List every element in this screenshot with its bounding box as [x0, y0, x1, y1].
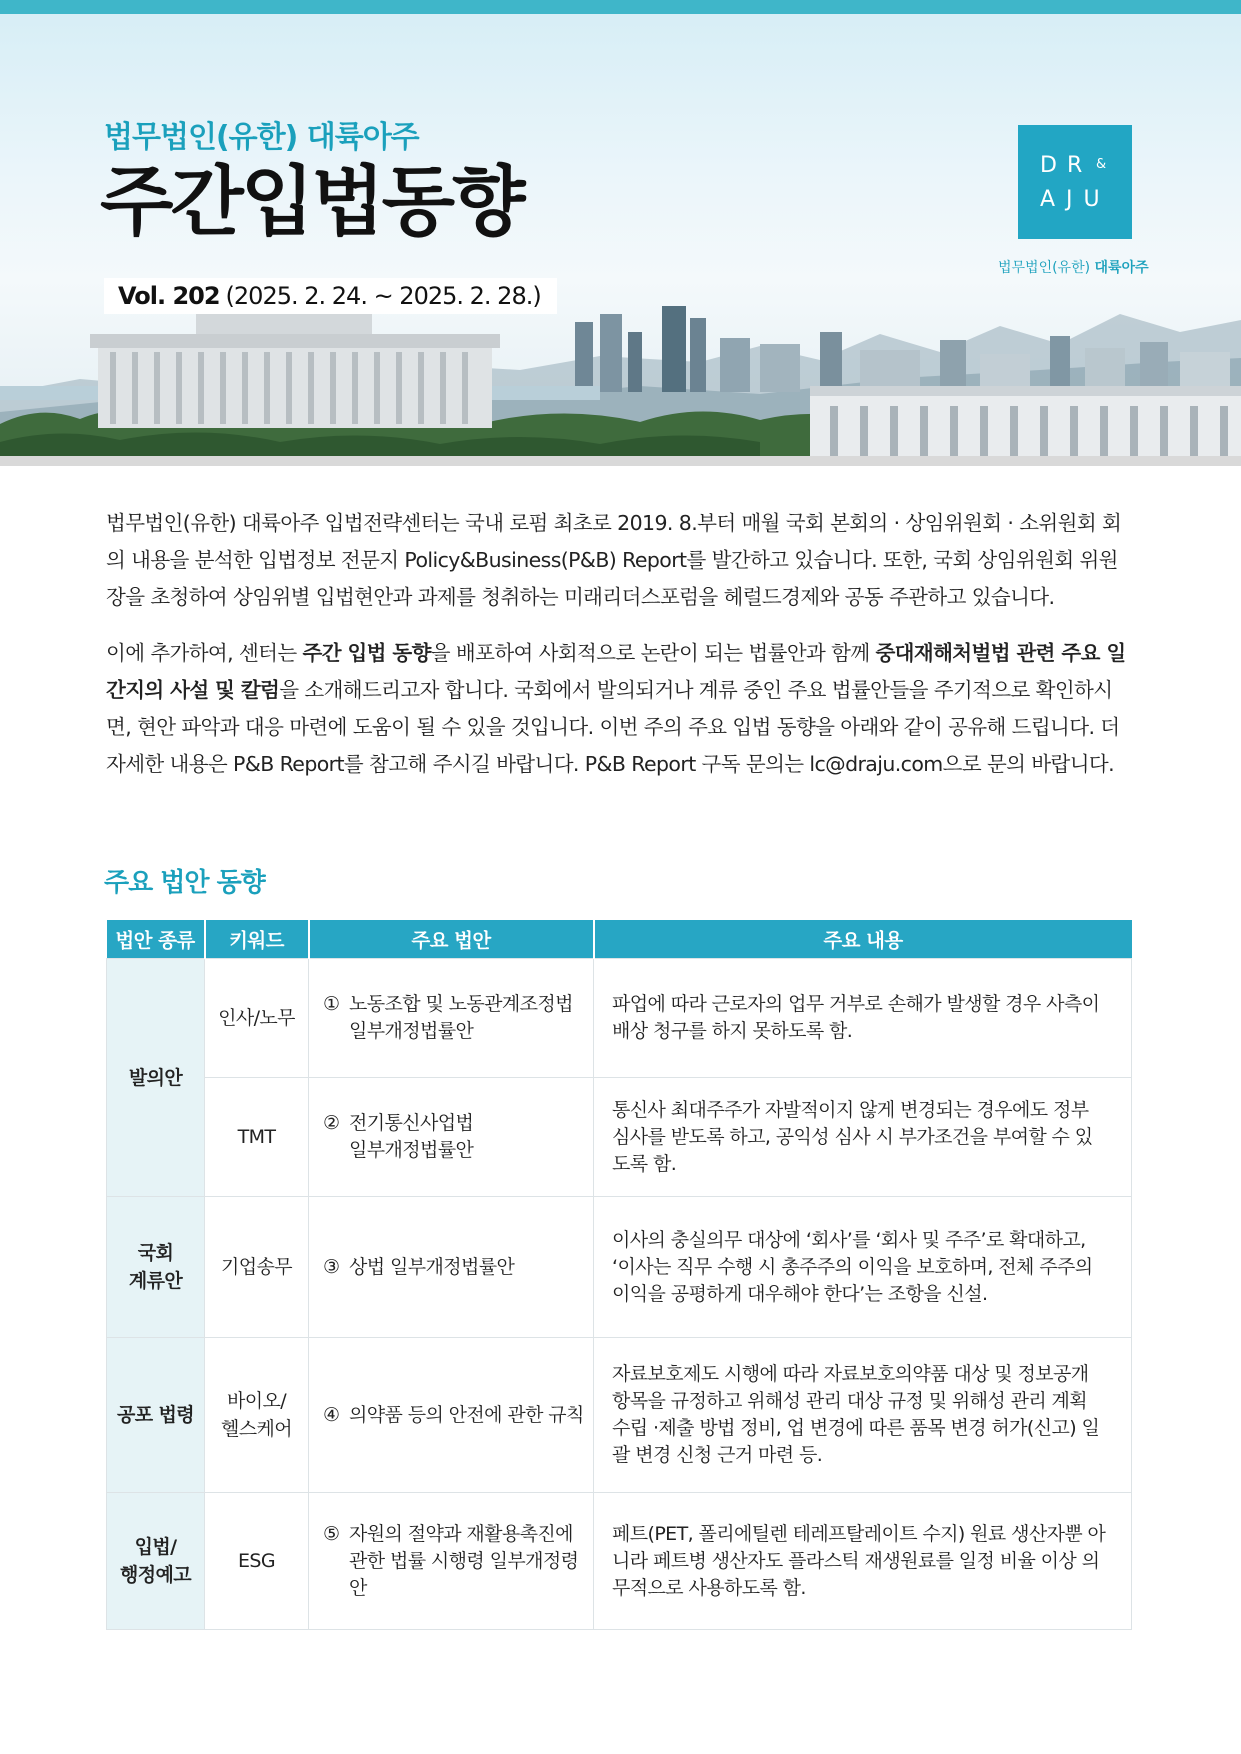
logo-caption-name: 대륙아주: [1094, 260, 1149, 276]
intro-p2-text-c: 을 배포하여 사회적으로 논란이 되는 법률안과 함께: [430, 641, 876, 665]
bill-name-line1: 의약품 등의 안전에 관한 규칙: [349, 1403, 584, 1426]
intro-p2-text-a: 이에 추가하여, 센터는: [106, 641, 303, 665]
bill-name-cell: [309, 1493, 594, 1630]
logo-ampersand: &: [1096, 157, 1107, 172]
logo-line2: AJU: [1040, 187, 1111, 212]
keyword-line2: 헬스케어: [220, 1418, 293, 1440]
intro-p2-highlight-weekly: 주간 입법 동향: [302, 641, 431, 665]
table-row: [107, 1338, 1132, 1493]
banner-divider: [0, 456, 1241, 466]
logo-line1: DR: [1040, 153, 1093, 178]
keyword-cell: TMT: [205, 1078, 309, 1197]
bill-type-line2: 행정예고: [119, 1564, 192, 1586]
bill-name-line1: 전기통신사업법: [349, 1112, 474, 1134]
firm-name: 법무법인(유한) 대륙아주: [104, 120, 419, 155]
keyword-cell: ESG: [205, 1493, 309, 1630]
logo-caption: [998, 257, 1149, 277]
table-row: [107, 959, 1132, 1078]
bill-name-line1: 상법 일부개정법률안: [349, 1255, 515, 1278]
intro-paragraph-2: [106, 635, 1134, 783]
bill-description-cell: 파업에 따라 근로자의 업무 거부로 손해가 발생할 경우 사측이 배상 청구를 하지 못하도록 함.: [594, 959, 1132, 1078]
bill-name-line2: 관한 법률 시행령 일부개정령안: [349, 1549, 579, 1599]
bills-table: [106, 920, 1132, 1630]
bill-number: ②: [323, 1112, 340, 1134]
bill-name-cell: [309, 959, 594, 1078]
bill-name-cell: [309, 1338, 594, 1493]
bill-name-line1: 자원의 절약과 재활용촉진에: [349, 1522, 573, 1545]
intro-p2-text-e: 을 소개해드리고자 합니다. 국회에서 발의되거나 계류 중인 주요 법률안들을 주기적으로 확인하시면, 현안 파악과 대응 마련에 도움이 될 수 있을 것입니다. 이번 주의 주요 입법 동향을 아래와 같이 공유해 드립니다. 더 자세한 내용은 P&B Report를 참고해 주시길 바랍니다. P&B Report 구독 문의는 lc@draju.com으로 문의 바랍니다.: [106, 678, 1120, 776]
page-title: 주간입법동향: [100, 157, 523, 246]
bill-number: ④: [323, 1403, 340, 1426]
header-keyword: 키워드: [205, 920, 309, 959]
bill-number: ⑤: [323, 1522, 340, 1545]
volume-number: Vol. 202: [118, 282, 220, 310]
bill-description-cell: 통신사 최대주주가 자발적이지 않게 변경되는 경우에도 정부 심사를 받도록 하고, 공익성 심사 시 부가조건을 부여할 수 있도록 함.: [594, 1078, 1132, 1197]
bill-name-cell: [309, 1197, 594, 1338]
bill-description-cell: 자료보호제도 시행에 따라 자료보호의약품 대상 및 정보공개 항목을 규정하고 위해성 관리 대상 규정 및 위해성 관리 계획 수립 ·제출 방법 정비, 업 변경에 따른 품목 변경 허가(신고) 일괄 변경 신청 근거 마련 등.: [594, 1338, 1132, 1493]
dr-aju-logo: [1018, 125, 1132, 239]
bill-type-cell: [107, 1493, 205, 1630]
bill-type-line2: 계류안: [128, 1270, 183, 1292]
header-main-content: 주요 내용: [594, 920, 1132, 959]
bill-name-line1: 노동조합 및 노동관계조정법: [349, 993, 573, 1015]
logo-caption-prefix: 법무법인(유한): [998, 260, 1091, 276]
bill-type-cell: 공포 법령: [107, 1338, 205, 1493]
volume-label: [104, 278, 557, 314]
keyword-cell: [205, 1338, 309, 1493]
intro-paragraph-1: 법무법인(유한) 대륙아주 입법전략센터는 국내 로펌 최초로 2019. 8.부터 매월 국회 본회의 · 상임위원회 · 소위원회 회의 내용을 분석한 입법정보 전문지 Policy&Business(P&B) Report를 발간하고 있습니다. 또한, 국회 상임위원회 위원장을 초청하여 상임위별 입법현안과 과제를 청취하는 미래리더스포럼을 헤럴드경제와 공동 주관하고 있습니다.: [106, 511, 1122, 609]
bill-description-cell: 페트(PET, 폴리에틸렌 테레프탈레이트 수지) 원료 생산자뿐 아니라 페트병 생산자도 플라스틱 재생원료를 일정 비율 이상 의무적으로 사용하도록 함.: [594, 1493, 1132, 1630]
bill-description-cell: 이사의 충실의무 대상에 ‘회사’를 ‘회사 및 주주’로 확대하고, ‘이사는 직무 수행 시 총주주의 이익을 보호하며, 전체 주주의 이익을 공평하게 대우해야 한다’는 조항을 신설.: [594, 1197, 1132, 1338]
table-row: [107, 1493, 1132, 1630]
keyword-cell: 인사/노무: [205, 959, 309, 1078]
bill-type-line1: 입법/: [134, 1536, 177, 1558]
bill-type-cell: 발의안: [107, 959, 205, 1197]
keyword-cell: 기업송무: [205, 1197, 309, 1338]
header-main-bill: 주요 법안: [309, 920, 594, 959]
table-row: [107, 1197, 1132, 1338]
header-bill-type: 법안 종류: [107, 920, 205, 959]
bill-name-cell: [309, 1078, 594, 1197]
keyword-line1: 바이오/: [226, 1390, 287, 1412]
top-accent-bar: [0, 0, 1241, 14]
table-header-row: [107, 920, 1132, 959]
section-title: 주요 법안 동향: [104, 868, 265, 898]
header-banner: [0, 14, 1241, 456]
intro-p2-highlight-editorials: 중대재해처벌법 관련 주요 일간지의 사설 및 칼럼: [106, 641, 1126, 702]
bill-type-line1: 국회: [137, 1242, 174, 1264]
bill-number: ①: [323, 993, 340, 1015]
bill-name-line2: 일부개정법률안: [349, 1139, 474, 1161]
table-row: [107, 1078, 1132, 1197]
bill-type-cell: [107, 1197, 205, 1338]
bill-number: ③: [323, 1255, 340, 1278]
bill-name-line2: 일부개정법률안: [349, 1020, 474, 1042]
volume-period: (2025. 2. 24. ~ 2025. 2. 28.): [225, 282, 541, 310]
